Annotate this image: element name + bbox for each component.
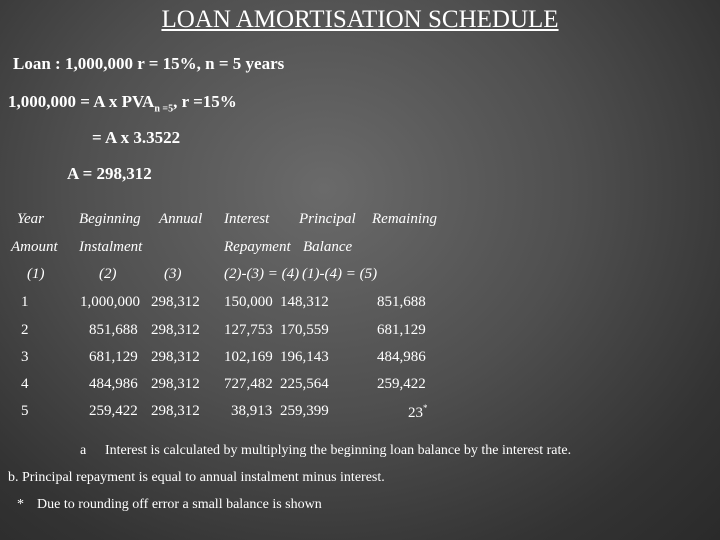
table-row-4-year: 4 [21, 376, 29, 392]
table-row-5-instalment: 298,312 [151, 403, 200, 419]
note-star-text: Due to rounding off error a small balance is shown [37, 497, 322, 512]
annuity-result-line: A = 298,312 [67, 164, 152, 183]
pva-equation-line [8, 92, 237, 114]
table-row-1-beginning: 1,000,000 [80, 294, 140, 310]
table-row-2-interest: 127,753 [224, 322, 273, 338]
note-a-text: Interest is calculated by multiplying the beginning loan balance by the interest rate. [105, 443, 572, 458]
table-row-3-beginning: 681,129 [89, 349, 138, 365]
header-interest: Interest [224, 211, 270, 227]
table-row-3-remaining: 484,986 [377, 349, 426, 365]
table-row-1-instalment: 298,312 [151, 294, 200, 310]
table-row-4-interest: 727,482 [224, 376, 273, 392]
table-row-5-interest: 38,913 [231, 403, 273, 419]
pva-equation-prefix: 1,000,000 = A x PVA [8, 92, 155, 111]
header-col-1: (1) [27, 266, 45, 282]
table-row-4-principal: 225,564 [280, 376, 329, 392]
table-row-5-beginning: 259,422 [89, 403, 138, 419]
header-repayment: Repayment [224, 239, 291, 255]
note-star-marker: * [17, 497, 24, 512]
header-principal: Principal [299, 211, 356, 227]
header-annual: Annual [159, 211, 203, 227]
header-instalment: Instalment [79, 239, 143, 255]
header-col-3: (3) [164, 266, 182, 282]
table-row-2-beginning: 851,688 [89, 322, 138, 338]
table-row-3-instalment: 298,312 [151, 349, 200, 365]
table-row-4-beginning: 484,986 [89, 376, 138, 392]
table-row-2-instalment: 298,312 [151, 322, 200, 338]
table-row-4-remaining: 259,422 [377, 376, 426, 392]
header-beginning: Beginning [79, 211, 141, 227]
table-row-2-year: 2 [21, 322, 29, 338]
page-title: LOAN AMORTISATION SCHEDULE [161, 6, 559, 33]
header-col-2: (2) [99, 266, 117, 282]
table-row-5-remaining-value: 23 [408, 405, 423, 421]
table-row-1-year: 1 [21, 294, 29, 310]
table-row-2-remaining: 681,129 [377, 322, 426, 338]
table-row-1-interest: 150,000 [224, 294, 273, 310]
table-row-5-principal: 259,399 [280, 403, 329, 419]
note-a-marker: a [80, 443, 87, 458]
pva-equation-suffix: , r =15% [173, 92, 237, 111]
table-row-3-interest: 102,169 [224, 349, 273, 365]
rounding-footnote-mark: * [423, 403, 428, 413]
note-b-text: b. Principal repayment is equal to annual instalment minus interest. [8, 470, 385, 485]
table-row-5-year: 5 [21, 403, 29, 419]
header-col-5: (1)-(4) = (5) [302, 266, 378, 282]
header-amount: Amount [11, 239, 58, 255]
header-balance: Balance [303, 239, 353, 255]
header-remaining: Remaining [372, 211, 437, 227]
table-row-1-remaining: 851,688 [377, 294, 426, 310]
header-col-4: (2)-(3) = (4) [224, 266, 300, 282]
loan-terms-line: Loan : 1,000,000 r = 15%, n = 5 years [13, 54, 285, 73]
table-row-3-year: 3 [21, 349, 29, 365]
header-year: Year [17, 211, 44, 227]
table-row-2-principal: 170,559 [280, 322, 329, 338]
annuity-factor-line: = A x 3.3522 [92, 128, 181, 147]
table-row-1-principal: 148,312 [280, 294, 329, 310]
pva-equation-subscript: n =5 [154, 103, 174, 115]
table-row-3-principal: 196,143 [280, 349, 329, 365]
table-row-4-instalment: 298,312 [151, 376, 200, 392]
table-row-5-remaining [408, 403, 428, 422]
